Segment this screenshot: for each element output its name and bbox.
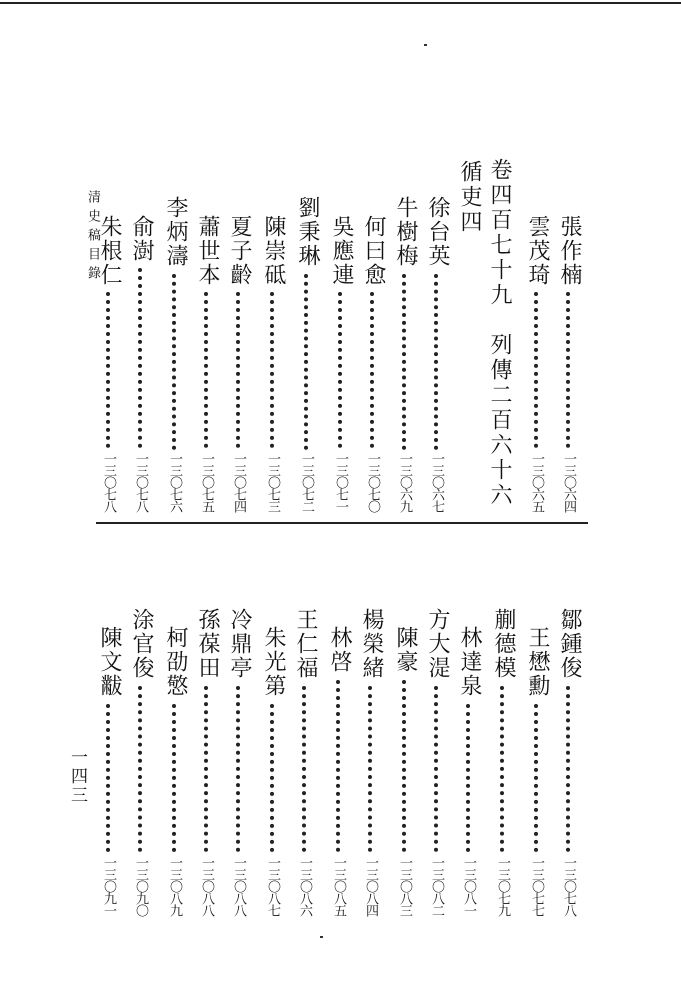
dot-leader — [434, 686, 442, 852]
entry-page: 一三〇七五 — [199, 452, 214, 512]
entry-name: 方大湜 — [425, 608, 450, 680]
entry-name: 陳豪 — [393, 626, 418, 674]
dot-leader — [204, 686, 212, 852]
entry-name: 林達泉 — [457, 626, 482, 698]
entry-name: 張作楠 — [557, 215, 582, 287]
dot-leader — [236, 292, 244, 448]
entry-name: 鄒鍾俊 — [557, 608, 582, 680]
dot-leader — [466, 704, 474, 852]
chapter-heading: 卷四百七十九 列傳二百六十六 — [487, 158, 512, 508]
dot-leader — [370, 292, 378, 448]
entry-name: 涂官俊 — [129, 608, 154, 680]
entry-name: 林啓 — [327, 626, 352, 674]
dot-leader — [402, 680, 410, 852]
dot-leader — [138, 686, 146, 852]
entry-name: 柯劭憼 — [163, 626, 188, 698]
dot-leader — [302, 686, 310, 852]
entry-page: 一三〇八三 — [397, 856, 412, 916]
entry-name: 朱光第 — [261, 626, 286, 698]
entry-page: 一三〇八九 — [167, 856, 182, 916]
entry-page: 一三〇七九 — [495, 856, 510, 916]
entry-name: 陳崇砥 — [261, 215, 286, 287]
dot-leader — [534, 292, 542, 448]
page-number: 一四三 — [67, 748, 87, 805]
entry-page: 一三〇七二 — [299, 452, 314, 512]
entry-name: 王懋勳 — [525, 626, 550, 698]
dot-leader — [172, 704, 180, 852]
entry-name: 蒯德模 — [491, 608, 516, 680]
dot-leader — [304, 274, 312, 450]
top-border-rule — [0, 2, 681, 4]
entry-page: 一三〇八七 — [265, 856, 280, 916]
dot-leader — [566, 292, 574, 448]
entry-name: 牛樹梅 — [393, 196, 418, 268]
section-divider-rule — [96, 522, 588, 524]
dot-leader — [138, 268, 146, 448]
entry-page: 一三〇七八 — [561, 856, 576, 916]
entry-page: 一三〇八四 — [363, 856, 378, 916]
entry-name: 吳應連 — [329, 215, 354, 287]
dot-leader — [434, 274, 442, 450]
entry-page: 一三〇六九 — [397, 452, 412, 512]
entry-page: 一三〇七〇 — [365, 452, 380, 512]
entry-name: 徐台英 — [425, 196, 450, 268]
entry-name: 楊榮緒 — [359, 608, 384, 680]
dot-leader — [106, 292, 114, 448]
entry-page: 一三〇九〇 — [133, 856, 148, 916]
entry-name: 陳文黻 — [97, 626, 122, 698]
entry-page: 一三〇七六 — [167, 452, 182, 512]
entry-name: 王仁福 — [293, 608, 318, 680]
entry-name: 蕭世本 — [195, 215, 220, 287]
dot-leader — [236, 686, 244, 852]
entry-page: 一三〇八八 — [199, 856, 214, 916]
section-heading: 循吏四 — [457, 160, 482, 235]
running-title: 清史稿目錄 — [85, 190, 100, 285]
entry-page: 一三〇七八 — [101, 452, 116, 512]
dot-leader — [338, 292, 346, 448]
entry-page: 一三〇八二 — [429, 856, 444, 916]
entry-page: 一三〇八五 — [331, 856, 346, 916]
entry-page: 一三〇八八 — [231, 856, 246, 916]
dot-leader — [270, 292, 278, 448]
entry-page: 一三〇六七 — [429, 452, 444, 512]
dot-leader — [336, 680, 344, 852]
entry-name: 冷鼎亭 — [227, 608, 252, 680]
scan-speck — [424, 44, 427, 46]
entry-page: 一三〇七三 — [265, 452, 280, 512]
dot-leader — [204, 292, 212, 448]
entry-name: 李炳濤 — [163, 196, 188, 268]
dot-leader — [106, 704, 114, 852]
dot-leader — [402, 274, 410, 450]
entry-name: 朱根仁 — [97, 215, 122, 287]
dot-leader — [172, 274, 180, 450]
entry-page: 一三〇七一 — [333, 452, 348, 512]
entry-name: 何曰愈 — [361, 215, 386, 287]
dot-leader — [500, 686, 508, 852]
dot-leader — [270, 704, 278, 852]
entry-page: 一三〇七八 — [133, 452, 148, 512]
entry-page: 一三〇七四 — [231, 452, 246, 512]
entry-name: 夏子齡 — [227, 215, 252, 287]
entry-page: 一三〇八六 — [297, 856, 312, 916]
entry-page: 一三〇六四 — [561, 452, 576, 512]
entry-name: 雲茂琦 — [525, 215, 550, 287]
scan-speck — [320, 936, 323, 938]
entry-page: 一三〇七七 — [529, 856, 544, 916]
entry-page: 一三〇八一 — [461, 856, 476, 916]
entry-page: 一三〇九一 — [101, 856, 116, 916]
dot-leader — [534, 704, 542, 852]
dot-leader — [566, 686, 574, 852]
entry-name: 劉秉琳 — [295, 196, 320, 268]
dot-leader — [368, 686, 376, 852]
entry-page: 一三〇六五 — [529, 452, 544, 512]
entry-name: 俞澍 — [129, 215, 154, 263]
entry-name: 孫葆田 — [195, 608, 220, 680]
